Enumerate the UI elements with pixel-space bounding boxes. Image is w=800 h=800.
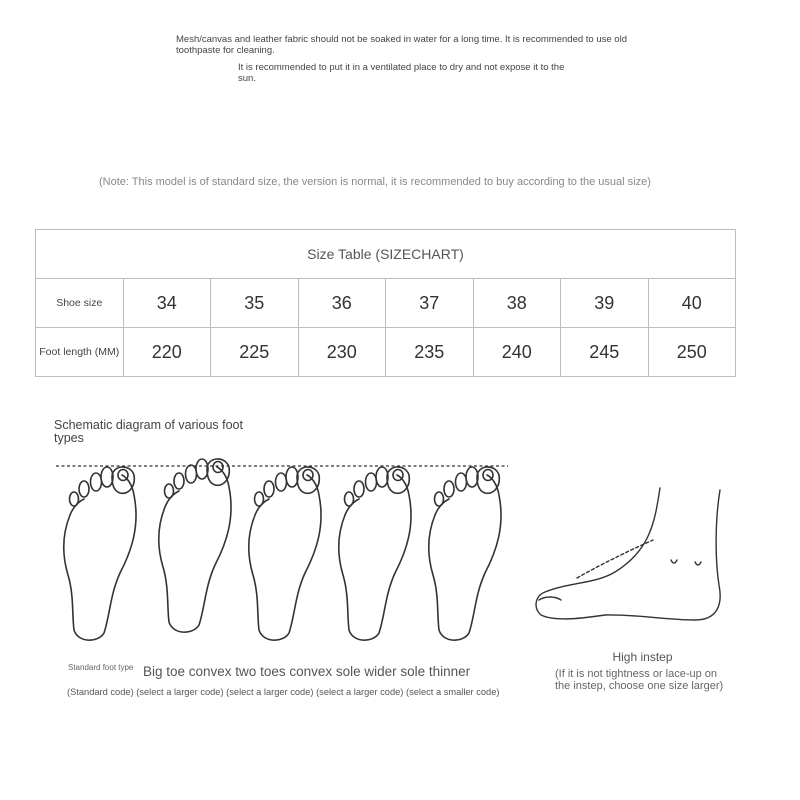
foot-types-title: Schematic diagram of various foot types: [54, 418, 243, 445]
thinner-sole-foot-icon: [429, 467, 501, 640]
shoe-size-cell: 37: [386, 279, 474, 328]
size-note: (Note: This model is of standard size, the version is normal, it is recommended to buy according to the usual size): [99, 176, 651, 188]
high-instep-note: (If it is not tightness or lace-up on the instep, choose one size larger): [555, 668, 724, 692]
size-code-labels: (Standard code) (select a larger code) (select a larger code) (select a larger code) (select a smaller code): [67, 687, 500, 697]
care-instruction-1: Mesh/canvas and leather fabric should not be soaked in water for a long time. It is recommended to use old toothpaste for cleaning.: [176, 34, 627, 56]
foot-length-row: [36, 328, 736, 377]
big-toe-convex-foot-icon: [159, 459, 231, 632]
shoe-size-cell: 40: [648, 279, 736, 328]
standard-foot-label: Standard foot type: [68, 663, 134, 672]
two-toes-convex-foot-icon: [249, 467, 321, 640]
foot-length-cell: 250: [648, 328, 736, 377]
size-table-title-row: [36, 230, 736, 279]
ankle-mark-icon: [695, 562, 701, 565]
standard-foot-icon: [64, 467, 136, 640]
foot-length-cell: 225: [211, 328, 299, 377]
shoe-size-cell: 34: [123, 279, 211, 328]
care-instruction-2: It is recommended to put it in a ventilated place to dry and not expose it to the sun.: [238, 62, 565, 84]
high-instep-title: High instep: [612, 650, 673, 664]
shoe-size-cell: 35: [211, 279, 299, 328]
row-label-shoe-size: Shoe size: [36, 279, 124, 328]
shoe-size-cell: 38: [473, 279, 561, 328]
foot-outline-icon: [536, 488, 720, 620]
ankle-mark-icon: [671, 560, 677, 563]
shoe-size-row: [36, 279, 736, 328]
shoe-size-cell: 39: [561, 279, 649, 328]
foot-length-cell: 230: [298, 328, 386, 377]
toe-icon: [539, 597, 561, 600]
foot-types-illustration: [50, 455, 515, 650]
high-instep-illustration: [525, 480, 730, 625]
foot-length-cell: 245: [561, 328, 649, 377]
foot-length-cell: 220: [123, 328, 211, 377]
foot-type-labels: Big toe convex two toes convex sole wider sole thinner: [143, 664, 471, 679]
size-table-title: Size Table (SIZECHART): [36, 230, 736, 279]
size-table: [35, 229, 736, 377]
row-label-foot-length: Foot length (MM): [36, 328, 124, 377]
foot-length-cell: 240: [473, 328, 561, 377]
wider-sole-foot-icon: [339, 467, 411, 640]
shoe-size-cell: 36: [298, 279, 386, 328]
foot-length-cell: 235: [386, 328, 474, 377]
